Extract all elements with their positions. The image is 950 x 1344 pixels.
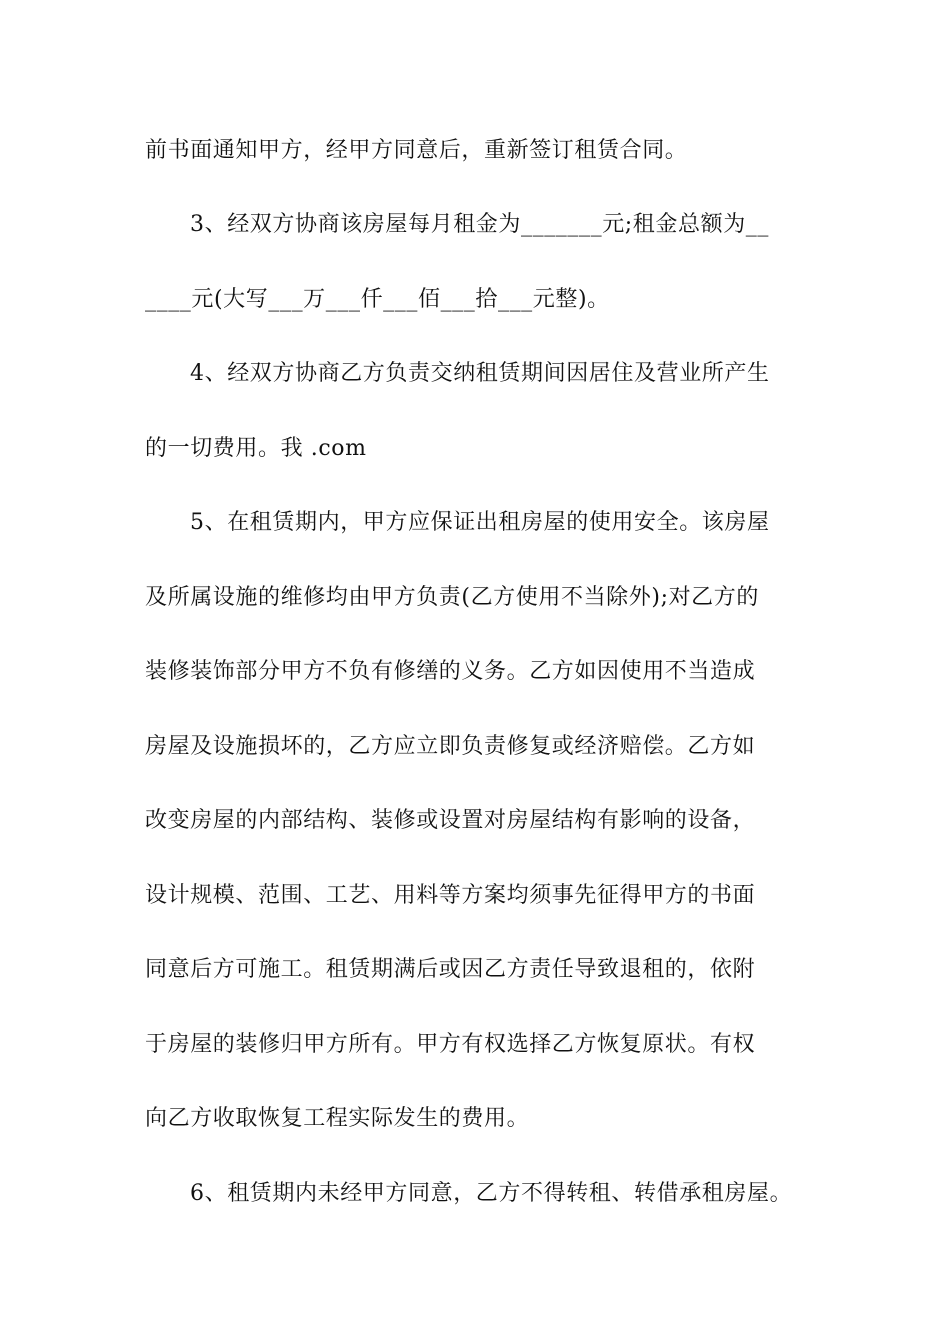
text-line-7: 及所属设施的维修均由甲方负责(乙方使用不当除外);对乙方的 — [145, 585, 759, 610]
text-line-9: 房屋及设施损坏的，乙方应立即负责修复或经济赔偿。乙方如 — [145, 734, 756, 759]
text-line-5: 的一切费用。我 .com — [145, 436, 367, 461]
text-line-13: 于房屋的装修归甲方所有。甲方有权选择乙方恢复原状。有权 — [145, 1032, 756, 1057]
text-line-3: ____元(大写___万___仟___佰___拾___元整)。 — [145, 287, 610, 312]
text-line-2: 3、经双方协商该房屋每月租金为_______元;租金总额为__ — [190, 212, 770, 237]
text-line-14: 向乙方收取恢复工程实际发生的费用。 — [145, 1106, 530, 1131]
text-line-12: 同意后方可施工。租赁期满后或因乙方责任导致退租的，依附 — [145, 957, 756, 982]
text-line-6: 5、在租赁期内，甲方应保证出租房屋的使用安全。该房屋 — [190, 510, 770, 535]
text-line-4: 4、经双方协商乙方负责交纳租赁期间因居住及营业所产生 — [190, 361, 770, 386]
text-line-10: 改变房屋的内部结构、装修或设置对房屋结构有影响的设备， — [145, 808, 756, 833]
text-line-15: 6、租赁期内未经甲方同意，乙方不得转租、转借承租房屋。 — [190, 1181, 793, 1206]
text-line-1: 前书面通知甲方，经甲方同意后，重新签订租赁合同。 — [145, 138, 688, 163]
text-line-11: 设计规模、范围、工艺、用料等方案均须事先征得甲方的书面 — [145, 883, 756, 908]
text-line-8: 装修装饰部分甲方不负有修缮的义务。乙方如因使用不当造成 — [145, 659, 756, 684]
